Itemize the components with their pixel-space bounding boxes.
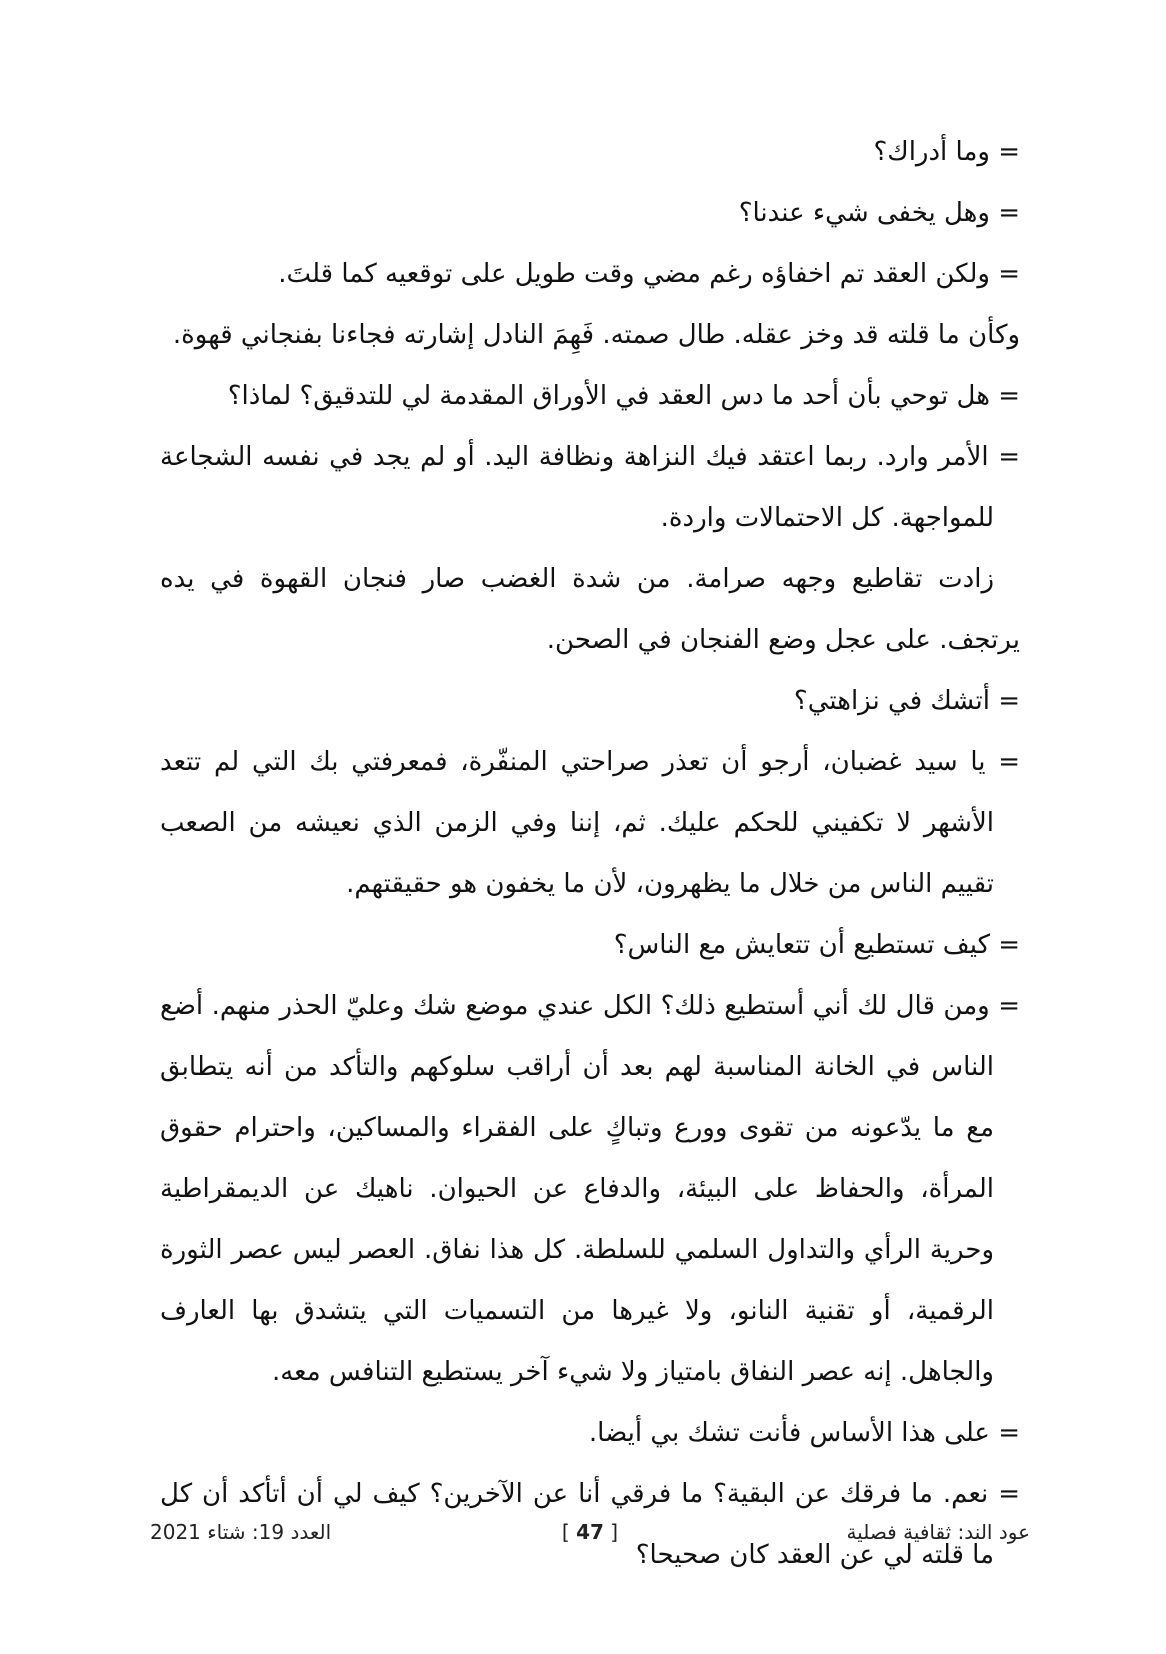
page-bracket-close: ]	[603, 1520, 619, 1544]
dialogue-line: = الأمر وارد. ربما اعتقد فيك النزاهة ونظافة اليد. أو لم يجد في نفسه الشجاعة للمواجهة. كل الاحتمالات واردة.	[160, 442, 1020, 533]
page-number	[562, 1520, 618, 1544]
dialogue-line: = أتشك في نزاهتي؟	[793, 686, 1020, 716]
dialogue-line: = هل توحي بأن أحد ما دس العقد في الأوراق المقدمة لي للتدقيق؟ لماذا؟	[227, 381, 1020, 411]
dialogue-line: = يا سيد غضبان، أرجو أن تعذر صراحتي المنفّرة، فمعرفتي بك التي لم تتعد الأشهر لا تكفيني للحكم عليك. ثم، إننا وفي الزمن الذي نعيشه من الصعب تقييم الناس من خلال ما يظهرون، لأن ما يخفون هو حقيقتهم.	[160, 747, 1020, 899]
narration-paragraph: زادت تقاطيع وجهه صرامة. من شدة الغضب صار فنجان القهوة في يده يرتجف. على عجل وضع الفنجان في الصحن.	[160, 564, 1020, 655]
issue-label: العدد 19: شتاء 2021	[150, 1520, 332, 1544]
dialogue-line: = وهل يخفى شيء عندنا؟	[738, 198, 1020, 228]
dialogue-line: = نعم. ما فرقك عن البقية؟ ما فرقي أنا عن الآخرين؟ كيف لي أن أتأكد أن كل ما قلته لي عن العقد كان صحيحا؟	[160, 1479, 1020, 1570]
page-footer	[150, 1520, 1030, 1560]
dialogue-line: = على هذا الأساس فأنت تشك بي أيضا.	[588, 1418, 1020, 1448]
dialogue-line: = ولكن العقد تم اخفاؤه رغم مضي وقت طويل على توقعيه كما قلتَ.	[278, 259, 1020, 289]
dialogue-line: = ومن قال لك أني أستطيع ذلك؟ الكل عندي موضع شك وعليّ الحذر منهم. أضع الناس في الخانة المناسبة لهم بعد أن أراقب سلوكهم والتأكد من أنه يتطابق مع ما يدّعونه من تقوى وورع وتباكٍ على الفقراء والمساكين، واحترام حقوق المرأة، والحفاظ على البيئة، والدفاع عن الحيوان. ناهيك عن الديمقراطية وحرية الرأي والتداول السلمي للسلطة. كل هذا نفاق. العصر ليس عصر الثورة الرقمية، أو تقنية النانو، ولا غيرها من التسميات التي يتشدق بها العارف والجاهل. إنه عصر النفاق بامتياز ولا شيء آخر يستطيع التنافس معه.	[160, 991, 1020, 1387]
page-bracket-open: [	[561, 1520, 577, 1544]
page-number-value: 47	[576, 1520, 604, 1544]
journal-title: عود الند: ثقافية فصلية	[846, 1520, 1030, 1544]
dialogue-line: = وما أدراك؟	[873, 137, 1020, 167]
narration-paragraph: وكأن ما قلته قد وخز عقله. طال صمته. فَهِمَ النادل إشارته فجاءنا بفنجاني قهوة.	[172, 320, 1020, 350]
dialogue-line: = كيف تستطيع أن تتعايش مع الناس؟	[613, 930, 1020, 960]
article-body	[160, 122, 1020, 1586]
